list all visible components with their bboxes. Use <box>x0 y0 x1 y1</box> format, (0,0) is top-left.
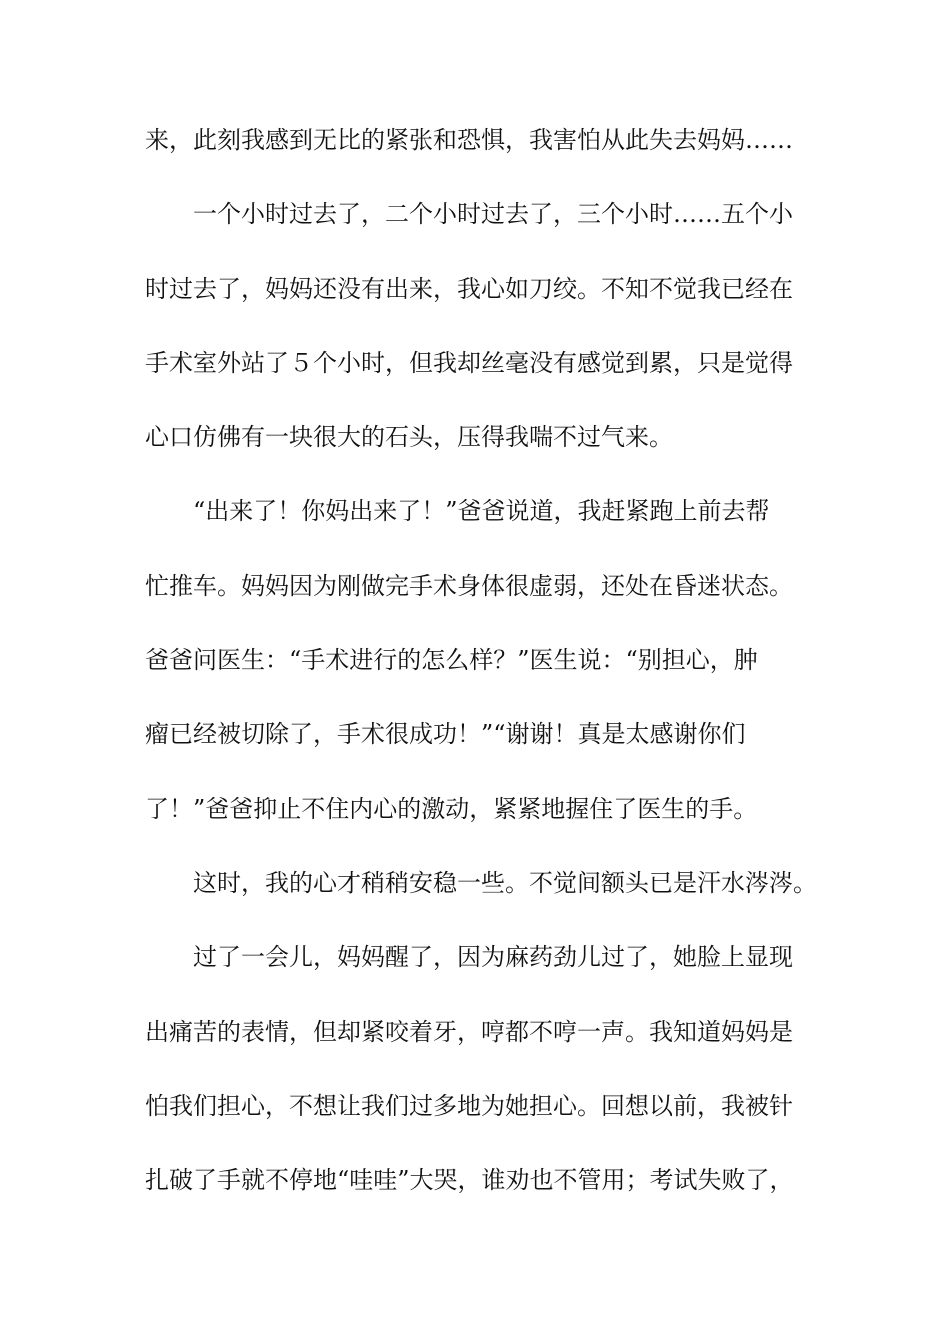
text-line: 这时，我的心才稍稍安稳一些。不觉间额头已是汗水涔涔。 <box>193 868 817 897</box>
text-line: 一个小时过去了，二个小时过去了，三个小时……五个小 <box>193 200 793 229</box>
text-line: 忙推车。妈妈因为刚做完手术身体很虚弱，还处在昏迷状态。 <box>145 571 793 600</box>
text-line: 瘤已经被切除了，手术很成功！”“谢谢！真是太感谢你们 <box>145 720 746 749</box>
text-line: 怕我们担心，不想让我们过多地为她担心。回想以前，我被针 <box>145 1091 793 1120</box>
text-line: 扎破了手就不停地“哇哇”大哭，谁劝也不管用；考试失败了， <box>145 1166 794 1195</box>
text-line: 心口仿佛有一块很大的石头，压得我喘不过气来。 <box>145 423 673 452</box>
text-line: “出来了！你妈出来了！”爸爸说道，我赶紧跑上前去帮 <box>193 497 770 526</box>
body-text <box>145 128 825 1242</box>
text-line: 了！”爸爸抑止不住内心的激动，紧紧地握住了医生的手。 <box>145 794 758 823</box>
text-line: 过了一会儿，妈妈醒了，因为麻药劲儿过了，她脸上显现 <box>193 943 793 972</box>
text-line: 时过去了，妈妈还没有出来，我心如刀绞。不知不觉我已经在 <box>145 274 793 303</box>
text-line: 出痛苦的表情，但却紧咬着牙，哼都不哼一声。我知道妈妈是 <box>145 1017 793 1046</box>
text-line: 手术室外站了５个小时，但我却丝毫没有感觉到累，只是觉得 <box>145 348 793 377</box>
text-line: 爸爸问医生：“手术进行的怎么样？”医生说：“别担心，肿 <box>145 646 758 675</box>
text-line: 来，此刻我感到无比的紧张和恐惧，我害怕从此失去妈妈…… <box>145 126 793 154</box>
